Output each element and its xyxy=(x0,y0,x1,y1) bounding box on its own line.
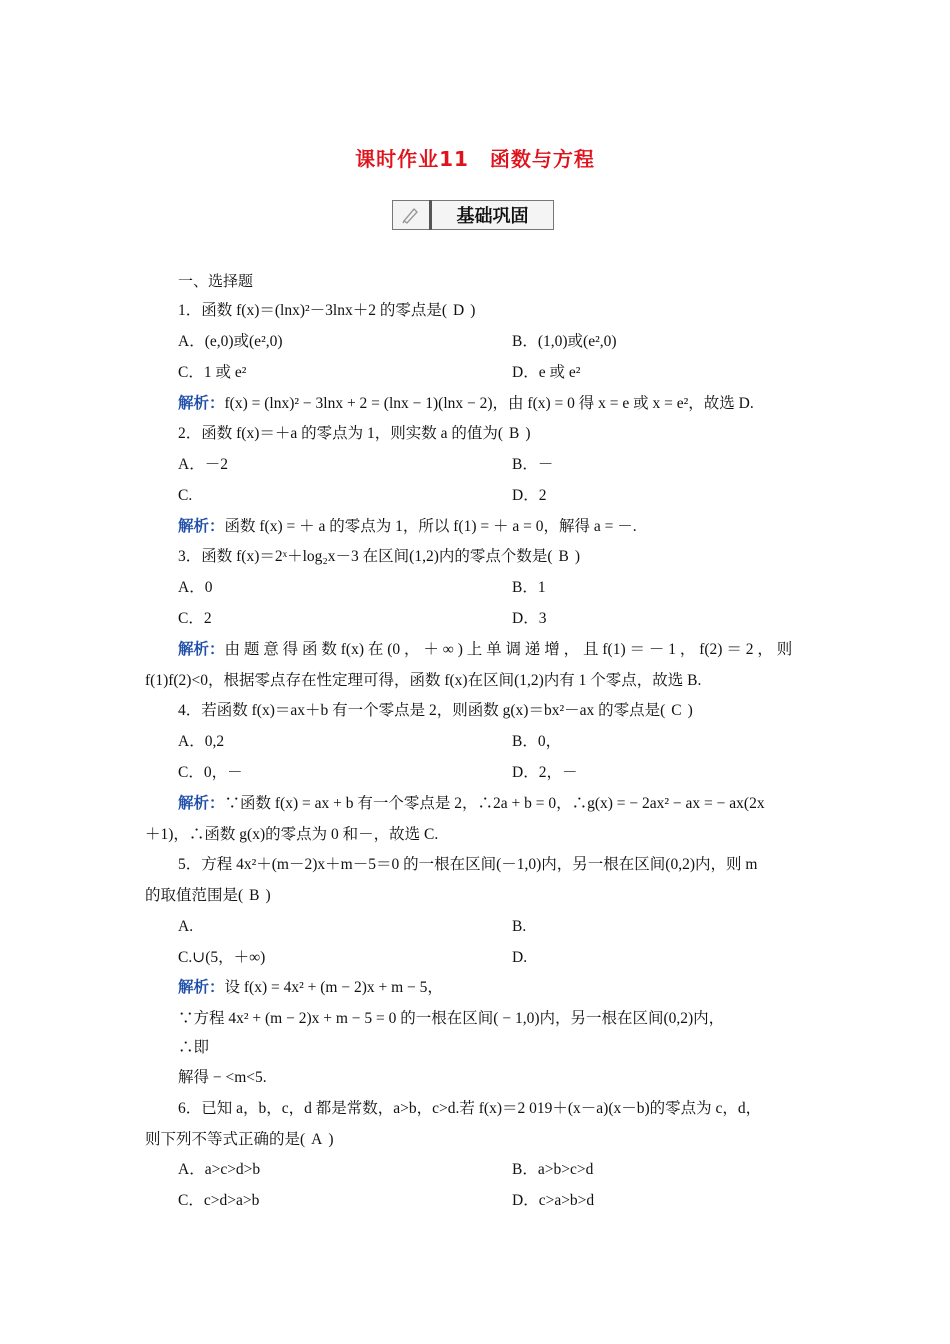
q4-option-b: B．0， xyxy=(512,733,562,750)
q3-option-c: C．2 xyxy=(178,610,212,627)
badge-label: 基础巩固 xyxy=(456,206,529,227)
q4-explanation-line-1: 解析：∵函数 f(x) = ax + b 有一个零点是 2，∴2a + b = 0，∴g(x) = − 2ax² − ax = − ax(2x xyxy=(178,795,765,812)
q5-option-a: A. xyxy=(178,918,194,935)
q6-option-a: A．a>c>d>b xyxy=(178,1161,261,1178)
q2-option-d: D．2 xyxy=(512,487,547,504)
q1-option-a: A．(e,0)或(e²,0) xyxy=(178,333,283,350)
q1-option-c: C．1 或 e² xyxy=(178,364,247,381)
q6-option-d: D．c>a>b>d xyxy=(512,1192,595,1209)
q4-explanation-line-2: ＋1)，∴函数 g(x)的零点为 0 和－，故选 C. xyxy=(145,826,439,843)
q6-option-b: B．a>b>c>d xyxy=(512,1161,594,1178)
question-6-stem-line-2: 则下列不等式正确的是( A ) xyxy=(145,1131,334,1148)
explanation-label: 解析： xyxy=(178,641,225,658)
q5-explanation-line-2: ∵方程 4x² + (m − 2)x + m − 5 = 0 的一根在区间( − 1,0)内，另一根在区间(0,2)内， xyxy=(178,1010,725,1027)
q5-explanation-line-1: 解析：设 f(x) = 4x² + (m − 2)x + m − 5， xyxy=(178,979,443,996)
q1-option-b: B．(1,0)或(e²,0) xyxy=(512,333,617,350)
q5-option-c: C.∪(5，＋∞) xyxy=(178,949,266,966)
q1-explanation: 解析：f(x) = (lnx)² − 3lnx + 2 = (lnx − 1)(lnx − 2)，由 f(x) = 0 得 x = e 或 x = e²，故选 D. xyxy=(178,395,754,412)
q3-option-a: A．0 xyxy=(178,579,213,596)
question-1-stem: 1．函数 f(x)＝(lnx)²－3lnx＋2 的零点是( D ) xyxy=(178,302,476,319)
q4-option-a: A．0,2 xyxy=(178,733,225,750)
explanation-label: 解析： xyxy=(178,795,225,812)
explanation-label: 解析： xyxy=(178,395,225,412)
page-title: 课时作业11 函数与方程 xyxy=(355,147,595,171)
q3-explanation-line-1: 解析：由 题 意 得 函 数 f(x) 在 (0 ， ＋ ∞ ) 上 单 调 递 增 ， 且 f(1) ＝ － 1 ， f(2) ＝ 2 ， 则 xyxy=(178,641,793,658)
q1-option-d: D．e 或 e² xyxy=(512,364,581,381)
q3-explanation-line-2: f(1)f(2)<0，根据零点存在性定理可得，函数 f(x)在区间(1,2)内有 1 个零点，故选 B. xyxy=(145,672,702,689)
question-2-stem: 2．函数 f(x)＝＋a 的零点为 1，则实数 a 的值为( B ) xyxy=(178,425,531,442)
question-6-stem-line-1: 6．已知 a，b，c，d 都是常数，a>b，c>d.若 f(x)＝2 019＋(x－a)(x－b)的零点为 c，d， xyxy=(178,1100,762,1117)
q2-option-a: A．－2 xyxy=(178,456,228,473)
question-5-answer: B xyxy=(249,887,260,904)
explanation-label: 解析： xyxy=(178,979,225,996)
question-5-stem-line-2: 的取值范围是( B ) xyxy=(145,887,271,904)
q5-explanation-line-4: 解得 − <m<5. xyxy=(178,1069,267,1086)
q5-option-d: D. xyxy=(512,949,528,966)
section-badge xyxy=(392,200,554,230)
question-4-stem: 4．若函数 f(x)＝ax＋b 有一个零点是 2，则函数 g(x)＝bx²－ax 的零点是( C ) xyxy=(178,702,693,719)
question-2-answer: B xyxy=(509,425,520,442)
pencil-icon xyxy=(393,201,429,229)
question-6-answer: A xyxy=(311,1131,323,1148)
q2-explanation: 解析：函数 f(x) = ＋ a 的零点为 1，所以 f(1) = ＋ a = 0，解得 a = －. xyxy=(178,518,637,535)
q5-option-b: B. xyxy=(512,918,527,935)
q3-option-d: D．3 xyxy=(512,610,547,627)
question-3-stem: 3．函数 f(x)＝2ˣ＋log₂x－3 在区间(1,2)内的零点个数是( B ) xyxy=(178,548,581,565)
q5-explanation-line-3: ∴即 xyxy=(178,1039,210,1056)
section-heading: 一、选择题 xyxy=(178,272,254,290)
question-1-answer: D xyxy=(452,302,465,319)
q2-option-b: B．－ xyxy=(512,456,554,473)
q6-option-c: C．c>d>a>b xyxy=(178,1192,260,1209)
q4-option-c: C．0，－ xyxy=(178,764,243,781)
q3-option-b: B．1 xyxy=(512,579,546,596)
question-4-answer: C xyxy=(671,702,682,719)
question-3-answer: B xyxy=(558,548,569,565)
q4-option-d: D．2，－ xyxy=(512,764,578,781)
explanation-label: 解析： xyxy=(178,518,225,535)
q2-option-c: C. xyxy=(178,487,193,504)
question-5-stem-line-1: 5．方程 4x²＋(m－2)x＋m－5＝0 的一根在区间(－1,0)内，另一根在区间(0,2)内，则 m xyxy=(178,856,758,873)
